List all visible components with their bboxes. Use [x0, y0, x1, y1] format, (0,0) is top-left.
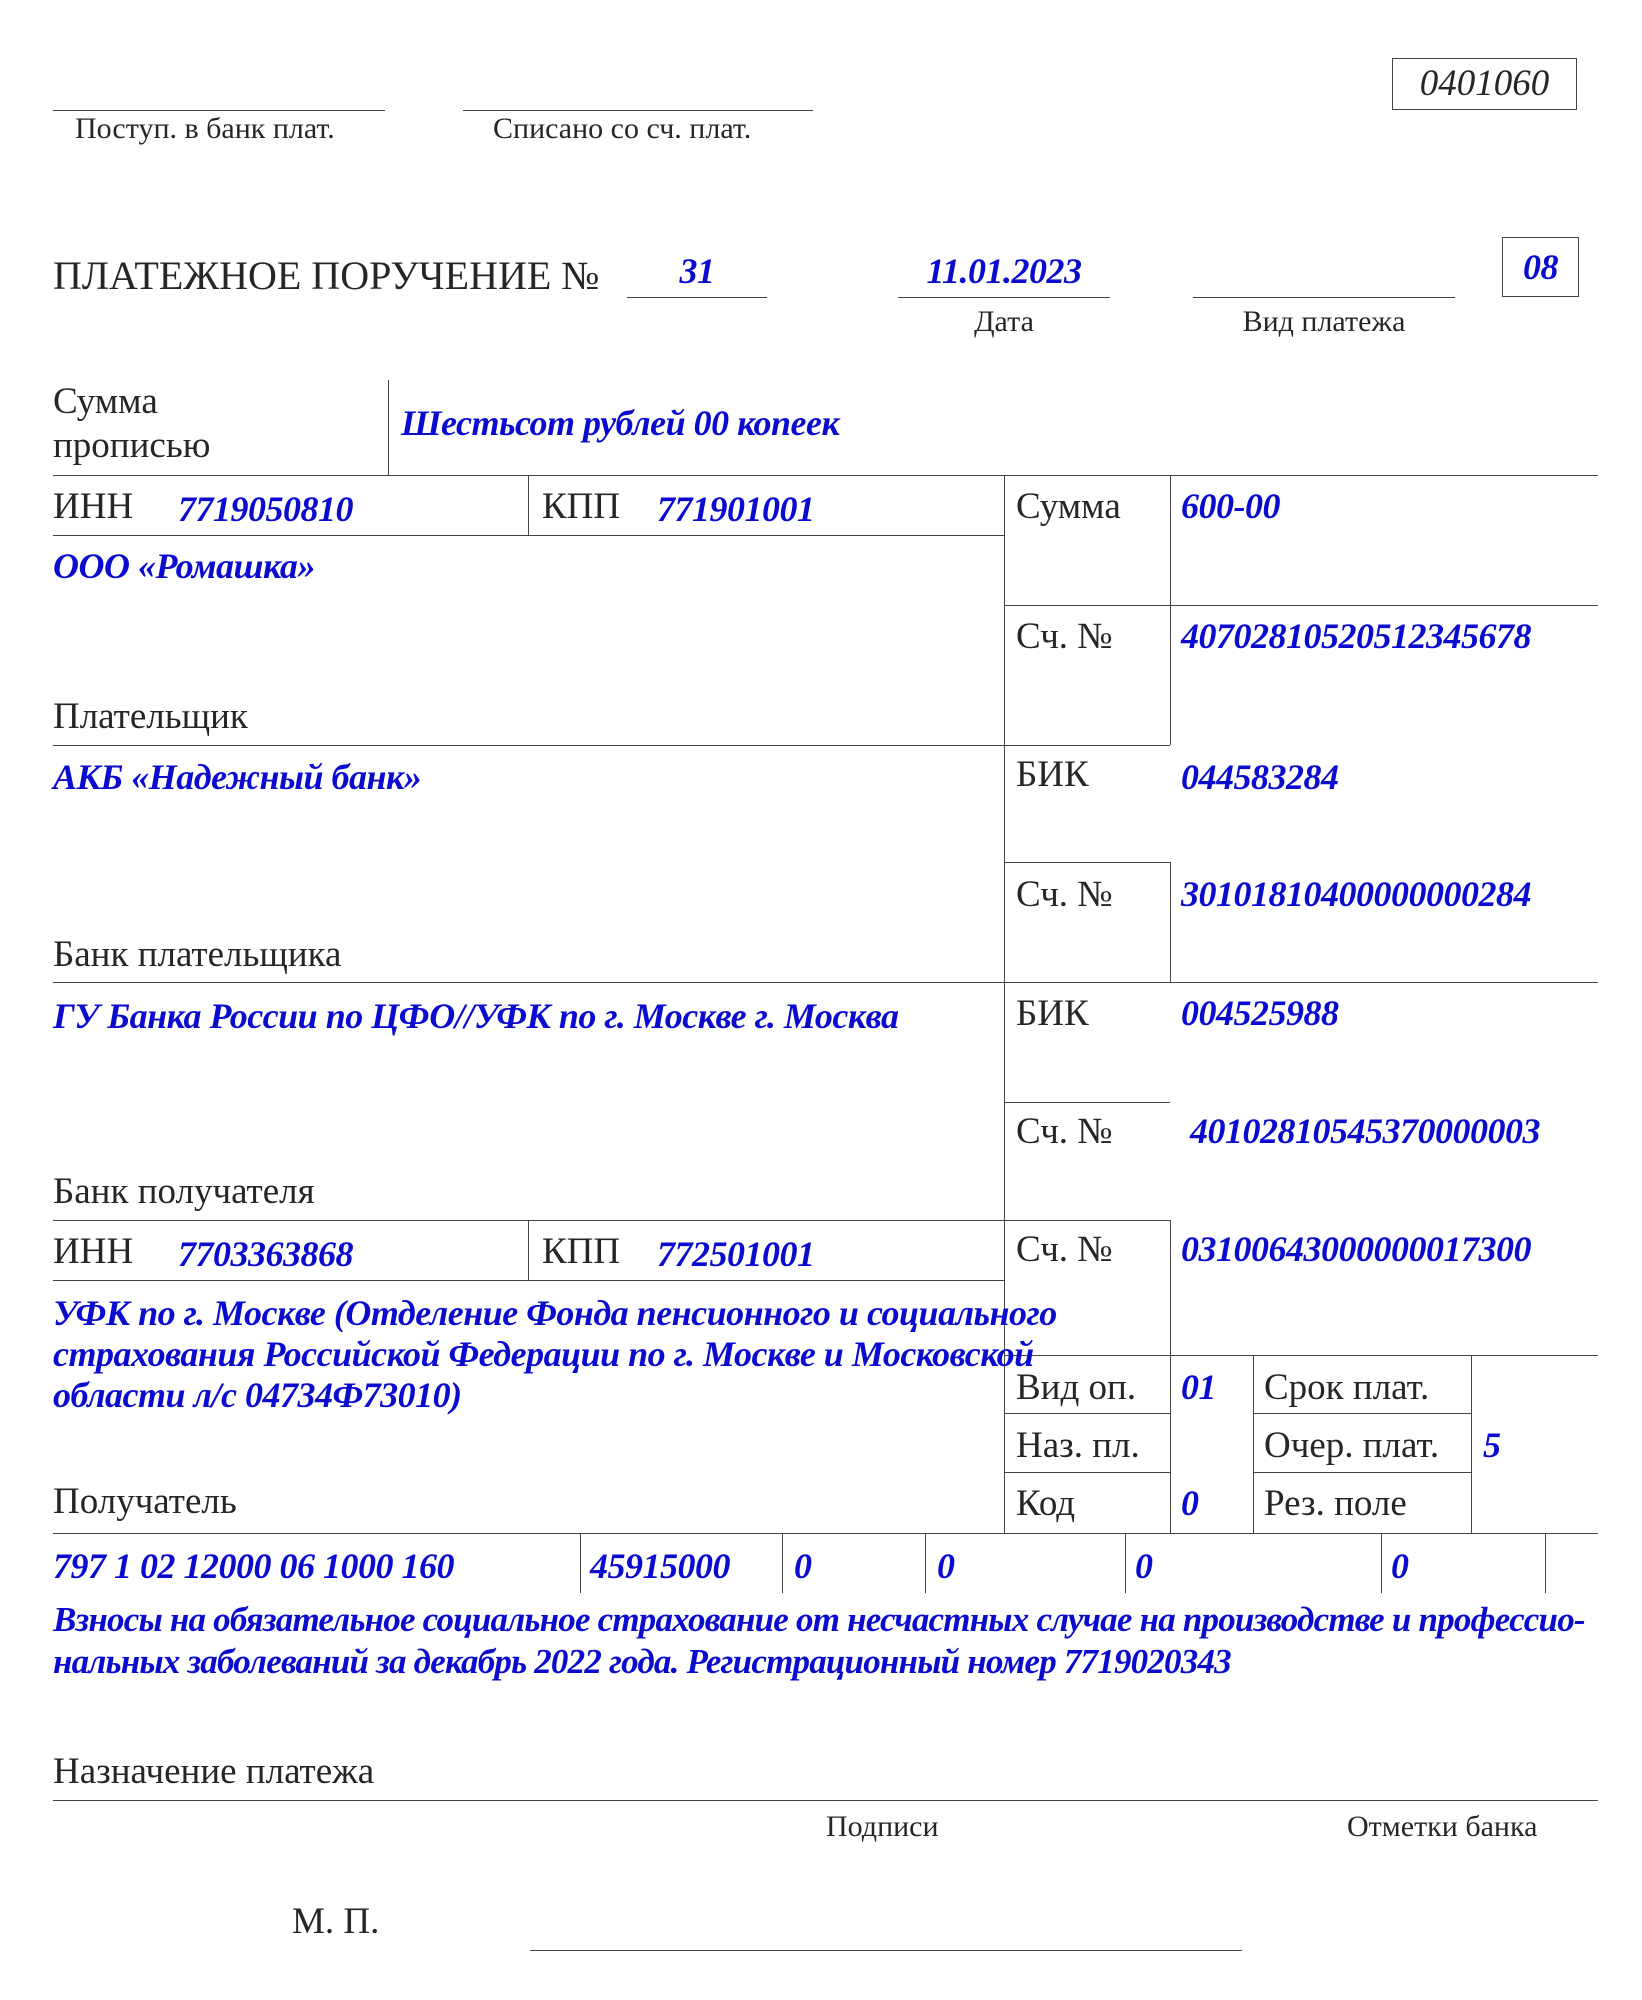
vid-op-bottom-line [1004, 1413, 1170, 1414]
document-date: 11.01.2023 [926, 251, 1082, 291]
kbk-value: 797 1 02 12000 06 1000 160 [53, 1546, 454, 1586]
recipient-inn-line [53, 1280, 1004, 1281]
amount-words-label-1: Сумма [53, 381, 158, 422]
status-code: 08 [1523, 247, 1558, 287]
value-column-divider-2 [1170, 862, 1171, 982]
payer-inn: 7719050810 [178, 489, 353, 529]
date-line [898, 297, 1110, 298]
value-column-divider-1 [1170, 475, 1171, 745]
amount-label: Сумма [1016, 486, 1121, 527]
payer-inn-line [53, 535, 1004, 536]
budget-divider-6 [1545, 1533, 1546, 1593]
budget-divider-2 [782, 1533, 783, 1593]
budget-divider-5 [1381, 1533, 1382, 1593]
vid-op-value: 01 [1181, 1367, 1216, 1407]
ocher-value: 5 [1483, 1425, 1501, 1465]
payer-bottom-line [53, 745, 1170, 746]
payer-bank-bik-line [1004, 862, 1170, 863]
document-number: 31 [679, 251, 715, 291]
payer-bank-bik-label: БИК [1016, 754, 1089, 795]
value-column-divider-3 [1170, 1220, 1171, 1533]
payer-account-label: Сч. № [1016, 616, 1113, 657]
recipient-inn-kpp-divider [528, 1220, 529, 1280]
amount-value: 600-00 [1181, 486, 1280, 526]
operation-right-divider [1471, 1355, 1472, 1533]
recipient-bank-bik: 004525988 [1181, 993, 1339, 1033]
ocher-bottom-line [1253, 1472, 1471, 1473]
recipient-name-line-2: страхования Российской Федерации по г. Москве и Московской [53, 1334, 1034, 1374]
signature-line [530, 1950, 1242, 1951]
doc-date-value: 0 [1391, 1546, 1409, 1586]
amount-words-label-2: прописью [53, 425, 211, 466]
recipient-name-line-3: области л/с 04734Ф73010) [53, 1375, 462, 1415]
recipient-bottom-line [53, 1533, 1598, 1534]
payer-bank-label: Банк плательщика [53, 934, 342, 975]
debited-date-line [463, 110, 813, 111]
stamp-label: М. П. [292, 1901, 380, 1942]
recipient-bank-acc-label: Сч. № [1016, 1111, 1113, 1152]
date-label: Дата [974, 305, 1034, 338]
budget-divider-1 [580, 1533, 581, 1593]
naz-pl-bottom-line [1004, 1472, 1170, 1473]
payer-bank-name: АКБ «Надежный банк» [53, 757, 422, 797]
srok-bottom-line [1253, 1413, 1471, 1414]
naz-pl-label: Наз. пл. [1016, 1425, 1140, 1466]
recipient-bank-name: ГУ Банка России по ЦФО//УФК по г. Москве г. Москва [53, 996, 899, 1036]
amount-words-value: Шестьсот рублей 00 копеек [401, 403, 840, 443]
kod-value: 0 [1181, 1483, 1199, 1523]
received-date-line [53, 110, 385, 111]
payer-kpp: 771901001 [657, 489, 815, 529]
kod-label: Код [1016, 1483, 1076, 1524]
purpose-bottom-line [53, 1800, 1598, 1801]
recipient-acc-bottom-line [1004, 1355, 1598, 1356]
recipient-bank-bottom-line [53, 1220, 1170, 1221]
amount-words-divider [388, 380, 389, 475]
document-title: ПЛАТЕЖНОЕ ПОРУЧЕНИЕ № [53, 253, 600, 298]
amount-bottom-line [1004, 605, 1598, 606]
recipient-acc: 03100643000000017300 [1181, 1229, 1531, 1269]
recipient-kpp-label: КПП [542, 1231, 621, 1272]
purpose-line-1: Взносы на обязательное социальное страхование от несчастных случае на производстве и профессио- [53, 1600, 1585, 1639]
payer-bank-bottom-line [53, 982, 1598, 983]
purpose-label: Назначение платежа [53, 1751, 375, 1792]
payer-label: Плательщик [53, 696, 248, 737]
number-line [627, 297, 767, 298]
srok-label: Срок плат. [1264, 1367, 1430, 1408]
recipient-bank-bik-line [1004, 1102, 1170, 1103]
operation-middle-divider [1253, 1355, 1254, 1533]
payer-bank-acc-label: Сч. № [1016, 874, 1113, 915]
recipient-kpp: 772501001 [657, 1234, 815, 1274]
payment-type-label: Вид платежа [1242, 305, 1406, 338]
vid-op-label: Вид оп. [1016, 1367, 1137, 1408]
recipient-acc-label: Сч. № [1016, 1229, 1113, 1270]
budget-divider-4 [1125, 1533, 1126, 1593]
ocher-label: Очер. плат. [1264, 1425, 1440, 1466]
period-value: 0 [937, 1546, 955, 1586]
debited-label: Списано со сч. плат. [493, 112, 752, 145]
recipient-inn: 7703363868 [178, 1234, 353, 1274]
recipient-name-line-1: УФК по г. Москве (Отделение Фонда пенсионного и социального [53, 1293, 1057, 1333]
payer-inn-kpp-divider [528, 475, 529, 535]
recipient-bank-acc: 40102810545370000003 [1190, 1111, 1540, 1151]
line-after-amount-words [53, 475, 1598, 476]
payment-type-line [1193, 297, 1455, 298]
signatures-label: Подписи [826, 1810, 939, 1843]
payer-kpp-label: КПП [542, 486, 621, 527]
payer-name: ООО «Ромашка» [53, 546, 315, 586]
payer-bank-bik: 044583284 [1181, 757, 1339, 797]
doc-number-value: 0 [1135, 1546, 1153, 1586]
payer-account: 40702810520512345678 [1181, 616, 1531, 656]
payer-bank-acc: 30101810400000000284 [1181, 874, 1531, 914]
bank-marks-label: Отметки банка [1347, 1810, 1538, 1843]
form-code: 0401060 [1419, 63, 1550, 104]
recipient-inn-label: ИНН [53, 1231, 134, 1272]
rez-label: Рез. поле [1264, 1483, 1407, 1524]
recipient-label: Получатель [53, 1481, 237, 1522]
recipient-bank-bik-label: БИК [1016, 993, 1089, 1034]
payer-inn-label: ИНН [53, 486, 134, 527]
basis-value: 0 [794, 1546, 812, 1586]
recipient-bank-label: Банк получателя [53, 1171, 315, 1212]
purpose-line-2: нальных заболеваний за декабрь 2022 года. Регистрационный номер 7719020343 [53, 1642, 1231, 1681]
budget-divider-3 [925, 1533, 926, 1593]
received-label: Поступ. в банк плат. [75, 112, 335, 145]
oktmo-value: 45915000 [590, 1546, 730, 1586]
